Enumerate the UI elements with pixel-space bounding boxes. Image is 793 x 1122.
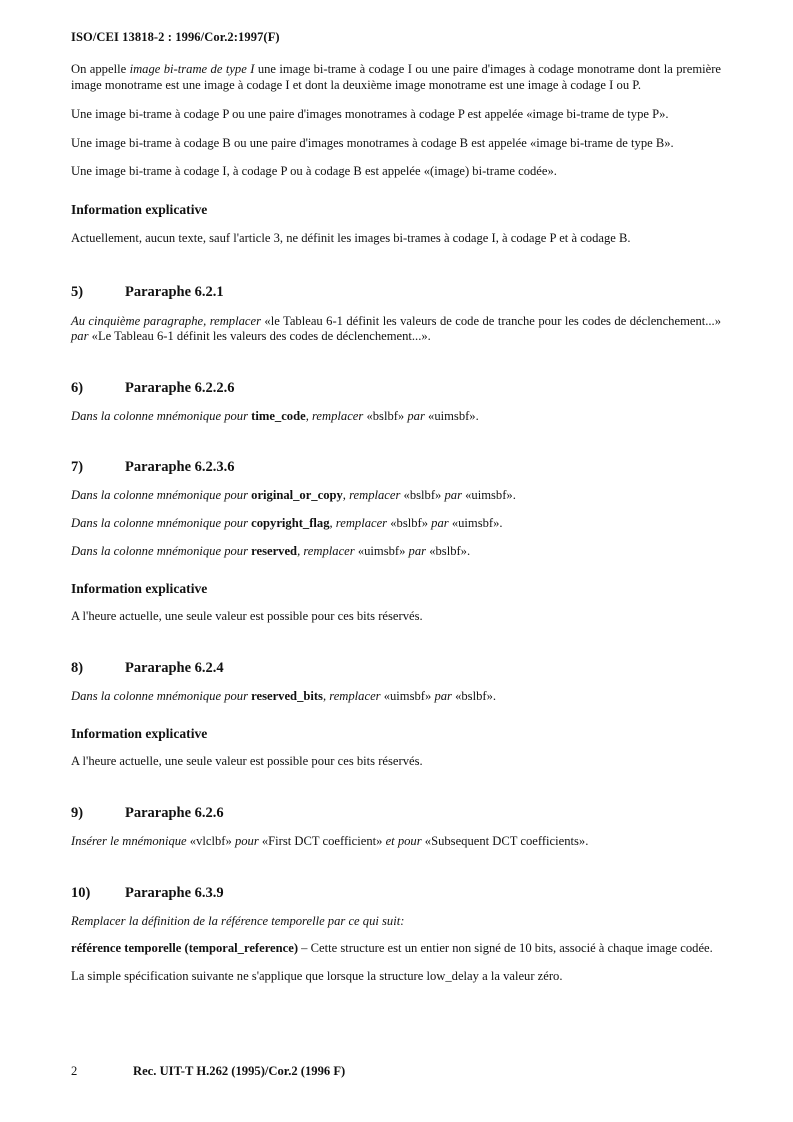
text-run: «bslbf» [363,408,408,423]
section-8-heading [71,659,721,677]
text-run: par [408,543,427,558]
section-7-heading [71,458,721,476]
text-run: Dans la colonne mnémonique pour [71,543,252,558]
text-run: «bslbf». [426,543,471,558]
info-text: A l'heure actuelle, une seule valeur est possible pour ces bits réservés. [71,609,423,624]
text-run: Insérer le mnémonique [71,833,187,848]
section-number: 9) [71,804,84,821]
section-7-instruction-1 [71,488,721,504]
text-run: , remplacer [329,515,388,530]
text-run: «First DCT coefficient» [258,833,386,848]
text-run: «uimsbf» [380,688,435,703]
section-title: Pararaphe 6.2.4 [125,659,224,676]
field-name: reserved_bits [251,688,323,703]
text-run: par [434,688,452,703]
field-name: original_or_copy [251,488,343,503]
section-10-intro [71,914,721,930]
section-title: Pararaphe 6.2.2.6 [125,379,235,396]
text-run: par [444,488,462,503]
section-8-instruction [71,689,721,705]
field-name: copyright_flag [251,515,330,530]
text-run: «le Tableau 6-1 définit les valeurs de code de tranche pour les codes de déclenchement...» [260,313,721,328]
text-run: Dans la colonne mnémonique pour [71,688,252,703]
text-run: «Le Tableau 6-1 définit les valeurs des codes de déclenchement...». [88,329,431,344]
section-10-definition [71,941,721,957]
info-title: Information explicative [71,201,208,217]
text-run: «uimsbf». [424,408,479,423]
text-run: «bslbf». [451,688,497,703]
text-run: «vlclbf» [186,833,235,848]
text-run: «Subsequent DCT coefficients». [421,833,589,848]
text-run: , remplacer [322,688,381,703]
section-number: 5) [71,283,84,300]
section-number: 10) [71,884,91,901]
field-name: reserved [251,543,298,558]
document-body [71,62,721,984]
field-name: time_code [251,408,306,423]
section-10-note: La simple spécification suivante ne s'applique que lorsque la structure low_delay a la valeur zéro. [71,968,563,983]
page-header: ISO/CEI 13818-2 : 1996/Cor.2:1997(F) [71,30,280,44]
section-5-instruction [71,314,721,345]
info-title: Information explicative [71,726,208,742]
text-run: par [71,329,89,344]
page-number: 2 [71,1064,78,1078]
text-run: «bslbf» [400,488,445,503]
paragraph-intro-4: Une image bi-trame à codage I, à codage P ou à codage B est appelée «(image) bi-trame codée». [71,164,557,179]
text-run: – Cette structure est un entier non signé de 10 bits, associé à chaque image codée. [298,941,713,956]
section-9-instruction [71,834,721,850]
text-run: pour [234,833,259,848]
text-run: et pour [385,833,422,848]
section-7-instruction-3 [71,544,721,560]
section-number: 8) [71,659,84,676]
text-run: , remplacer [305,408,364,423]
section-6-instruction [71,409,721,425]
text-run: par [431,515,449,530]
text-run: Au cinquième paragraphe, remplacer [71,313,261,328]
text-run: «bslbf» [387,515,432,530]
section-number: 6) [71,379,84,396]
footer-reference: Rec. UIT-T H.262 (1995)/Cor.2 (1996 F) [133,1064,346,1078]
definition-term: référence temporelle (temporal_reference) [71,941,299,956]
text-run: Dans la colonne mnémonique pour [71,515,252,530]
text-run: «uimsbf». [461,488,516,503]
section-title: Pararaphe 6.3.9 [125,884,224,901]
section-6-heading [71,379,721,397]
emphasis-term: image bi-trame de type I [129,62,255,76]
info-text: Actuellement, aucun texte, sauf l'article 3, ne définit les images bi-trames à codage I, à codage P et à codage B. [71,230,631,245]
paragraph-intro-3: Une image bi-trame à codage B ou une paire d'images monotrames à codage B est appelée «image bi-trame de type B». [71,135,674,150]
text-run: Dans la colonne mnémonique pour [71,408,252,423]
section-title: Pararaphe 6.2.6 [125,804,224,821]
text-run: par [407,408,425,423]
text-run: une image bi-trame à codage I ou une paire d'images à codage monotrame dont la première image monotrame est une image à codage I et dont la deuxième image monotrame est une image à codage I ou P. [71,62,721,92]
section-number: 7) [71,459,84,476]
paragraph-intro-1 [71,62,721,93]
section-10-heading [71,884,721,902]
text-run: Dans la colonne mnémonique pour [71,488,252,503]
section-title: Pararaphe 6.2.1 [125,283,224,300]
text-run: , remplacer [297,543,355,558]
text-run: On appelle [71,62,130,76]
text-run: Remplacer la définition de la référence temporelle par ce qui suit: [71,913,405,928]
info-text: A l'heure actuelle, une seule valeur est possible pour ces bits réservés. [71,754,423,769]
paragraph-intro-2: Une image bi-trame à codage P ou une paire d'images monotrames à codage P est appelée «image bi-trame de type P». [71,107,669,122]
page-footer [71,1064,345,1079]
text-run: «uimsbf». [448,515,503,530]
text-run: , remplacer [342,488,401,503]
info-title: Information explicative [71,581,208,597]
text-run: «uimsbf» [354,543,409,558]
section-5-heading [71,283,721,301]
section-title: Pararaphe 6.2.3.6 [125,459,235,476]
section-9-heading [71,804,721,822]
section-7-instruction-2 [71,516,721,532]
